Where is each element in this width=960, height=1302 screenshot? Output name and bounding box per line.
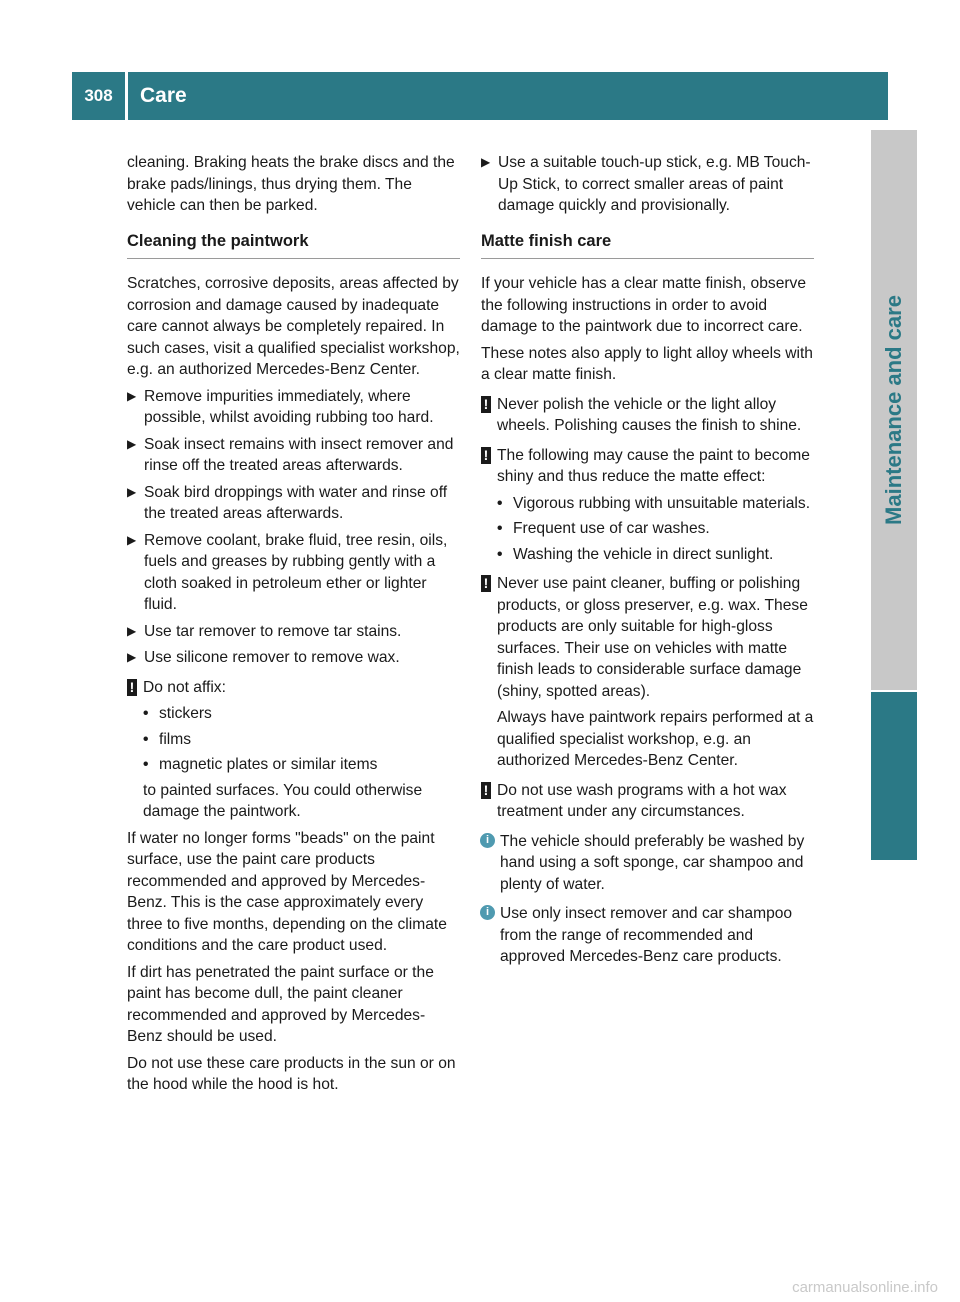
instruction-step: [127, 530, 460, 616]
info-text: Use only insect remover and car shampoo from the range of recommended and approved Mercedes-Benz care products.: [500, 905, 793, 965]
paragraph: Do not use these care products in the sun or on the hood while the hood is hot.: [127, 1054, 456, 1093]
paragraph: If your vehicle has a clear matte finish, observe the following instructions in order to avoid damage to the paintwork due to incorrect care.: [481, 275, 807, 335]
arrow-right-icon: ▶: [127, 623, 137, 638]
list-item: [127, 754, 460, 776]
header-title: Care: [140, 84, 187, 107]
info-icon: i: [480, 905, 495, 920]
warning-text: Do not use wash programs with a hot wax treatment under any circumstances.: [497, 781, 787, 820]
list-item-text: stickers: [159, 705, 212, 722]
list-item: [481, 493, 814, 515]
arrow-right-icon: ▶: [127, 532, 137, 547]
warning-note: [127, 677, 460, 699]
intro-continuation: cleaning. Braking heats the brake discs and the brake pads/linings, thus drying them. The vehicle can then be parked.: [127, 154, 455, 214]
instruction-step: [127, 386, 460, 429]
list-item: [481, 518, 814, 540]
step-text: Remove coolant, brake fluid, tree resin, oils, fuels and greases by rubbing gently with a cloth soaked in petroleum ether or lighter fluid.: [144, 531, 448, 613]
warning-tail: to painted surfaces. You could otherwise damage the paintwork.: [143, 781, 423, 820]
bullet-icon: •: [497, 545, 503, 563]
step-text: Soak insect remains with insect remover and rinse off the treated areas afterwards.: [144, 435, 454, 474]
info-note: [481, 831, 814, 896]
instruction-step: [127, 621, 460, 643]
info-icon: i: [480, 833, 495, 848]
step-text: Use a suitable touch-up stick, e.g. MB Touch-Up Stick, to correct smaller areas of paint damage quickly and provisionally.: [498, 154, 811, 214]
bullet-icon: •: [143, 730, 149, 748]
section-heading-paintwork: Cleaning the paintwork: [127, 231, 460, 260]
step-text: Use silicone remover to remove wax.: [144, 649, 400, 666]
side-tab: [871, 130, 917, 690]
instruction-step: [127, 647, 460, 669]
instruction-step: [127, 482, 460, 525]
instruction-step: [127, 434, 460, 477]
warning-continuation: Always have paintwork repairs performed at a qualified specialist workshop, e.g. an authorized Mercedes-Benz Center.: [497, 709, 814, 769]
side-tab-label: Maintenance and care: [881, 295, 906, 525]
warning-note: [481, 394, 814, 437]
arrow-right-icon: ▶: [127, 436, 137, 451]
right-column: [481, 152, 814, 973]
warning-text: The following may cause the paint to become shiny and thus reduce the matte effect:: [497, 446, 810, 485]
bullet-icon: •: [497, 520, 503, 537]
arrow-right-icon: ▶: [127, 650, 137, 664]
step-text: Use tar remover to remove tar stains.: [144, 622, 402, 640]
paragraph: If water no longer forms "beads" on the paint surface, use the paint care products recommended and approved by Mercedes-Benz. This is the case approximately every three to five months, depending on the climate conditions and the care product used.: [127, 829, 447, 954]
list-item: [127, 703, 460, 725]
warning-note: [481, 780, 814, 823]
paragraph: These notes also apply to light alloy wheels with a clear matte finish.: [481, 344, 813, 383]
step-text: Remove impurities immediately, where possible, whilst avoiding rubbing too hard.: [144, 387, 434, 426]
exclamation-icon: !: [127, 679, 137, 696]
list-item-text: Vigorous rubbing with unsuitable materials.: [513, 494, 811, 512]
left-column: [127, 152, 460, 1101]
info-text: The vehicle should preferably be washed by hand using a soft sponge, car shampoo and plenty of water.: [500, 832, 805, 893]
warning-note: [481, 573, 814, 702]
section-heading-matte: Matte finish care: [481, 231, 814, 260]
arrow-right-icon: ▶: [127, 484, 137, 499]
list-item-text: films: [159, 730, 192, 748]
paragraph: If dirt has penetrated the paint surface or the paint has become dull, the paint cleaner recommended and approved by Mercedes-Benz should be used.: [127, 963, 434, 1045]
exclamation-icon: !: [481, 575, 491, 592]
warning-note: [481, 445, 814, 488]
list-item-text: magnetic plates or similar items: [159, 756, 378, 773]
page-number: 308: [72, 72, 125, 120]
paragraph: Scratches, corrosive deposits, areas affected by corrosion and damage caused by inadequate care cannot always be completely repaired. In such cases, visit a qualified specialist workshop, e.g. an authorized Mercedes-Benz Center.: [127, 275, 460, 378]
arrow-right-icon: ▶: [481, 155, 491, 169]
warning-title: Do not affix:: [143, 678, 226, 696]
instruction-step: [481, 152, 814, 217]
list-item-text: Frequent use of car washes.: [513, 520, 710, 537]
arrow-right-icon: ▶: [127, 388, 137, 403]
list-item-text: Washing the vehicle in direct sunlight.: [513, 545, 774, 563]
list-item: [127, 729, 460, 751]
bullet-icon: •: [497, 494, 503, 512]
warning-text: Never use paint cleaner, buffing or polishing products, or gloss preserver, e.g. wax. These products are only suitable for high-gloss surfaces. Their use on vehicles with matte finish leads to considerable surface damage (shiny, spotted areas).: [497, 575, 808, 700]
warning-text: Never polish the vehicle or the light alloy wheels. Polishing causes the finish to shine.: [497, 395, 802, 434]
bullet-icon: •: [143, 705, 149, 722]
watermark: carmanualsonline.info: [792, 1279, 938, 1296]
bullet-icon: •: [143, 756, 149, 773]
info-note: [481, 903, 814, 968]
side-tab-marker: [871, 692, 917, 860]
page-header: [128, 72, 888, 120]
exclamation-icon: !: [481, 447, 491, 464]
exclamation-icon: !: [481, 396, 491, 413]
list-item: [481, 544, 814, 566]
exclamation-icon: !: [481, 782, 491, 799]
step-text: Soak bird droppings with water and rinse off the treated areas afterwards.: [144, 483, 448, 522]
